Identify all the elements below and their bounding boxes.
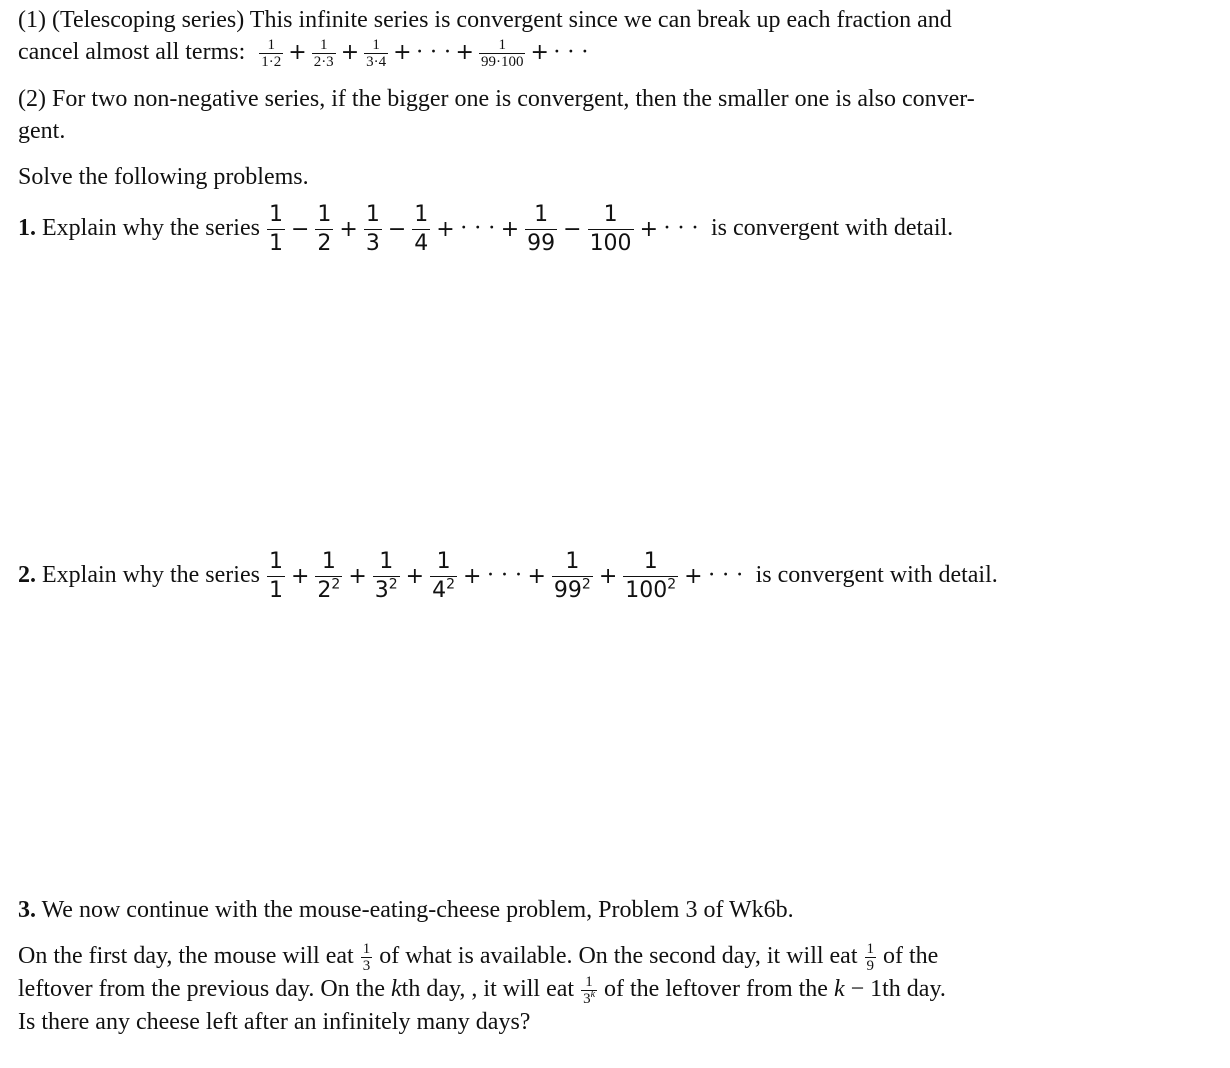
- plus-sign: +: [527, 563, 546, 589]
- series-term: $\frac{1}{2^2}$: [317, 549, 341, 603]
- telescoping-term-2: $\frac{1}{2\cdot 3}$: [313, 36, 334, 70]
- problem-2-tail: is convergent with detail.: [755, 562, 998, 589]
- series-term: $\frac{1}{4}$: [414, 202, 429, 256]
- series-term: $\frac{1}{100}$: [589, 202, 632, 256]
- series-term: $\frac{1}{4^2}$: [432, 549, 456, 603]
- plus-sign: +: [339, 216, 358, 242]
- series-term: $\frac{1}{3}$: [365, 202, 380, 256]
- telescoping-term-last: $\frac{1}{99\cdot 100}$: [480, 36, 524, 70]
- plus-sign: +: [500, 216, 520, 242]
- plus-sign: +: [684, 563, 703, 589]
- plus-sign: +: [530, 40, 549, 66]
- plus-sign: +: [340, 40, 360, 66]
- problem-3-line-2: [18, 973, 1128, 1006]
- series-term: $\frac{1}{2}$: [317, 202, 332, 256]
- problem-1-lead: Explain why the series: [42, 215, 260, 242]
- problem-3-body: [18, 940, 1128, 1038]
- problem-3-text: − 1th day.: [850, 975, 946, 1002]
- ellipsis: · · ·: [552, 39, 589, 65]
- plus-sign: +: [290, 563, 310, 589]
- intro-p1-line-1: [18, 4, 1128, 36]
- intro-p1-text-b: cancel almost all terms:: [18, 39, 246, 65]
- intro-paragraph-2: [18, 83, 1128, 147]
- series-term: $\frac{1}{3^2}$: [374, 549, 398, 603]
- telescoping-term-3: $\frac{1}{3\cdot 4}$: [366, 36, 387, 70]
- intro-p2-line-1: (2) For two non-negative series, if the bigger one is convergent, then the smaller one is also conver-: [18, 86, 975, 112]
- problem-3-line-1: [18, 940, 1128, 973]
- problem-2: [18, 550, 1128, 603]
- problem-1-number: 1.: [18, 215, 36, 242]
- ellipsis: · · ·: [486, 562, 523, 589]
- ellipsis: · · ·: [663, 215, 699, 242]
- problem-2-number: 2.: [18, 562, 36, 589]
- ellipsis: · · ·: [459, 215, 496, 242]
- problem-3-text: leftover from the previous day. On the: [18, 975, 385, 1002]
- series-term: $\frac{1}{1}$: [268, 202, 283, 256]
- plus-sign: +: [393, 40, 412, 66]
- plus-sign: +: [348, 563, 367, 589]
- fraction-one-third: $\frac{1}{3}$: [362, 940, 371, 974]
- series-term: $\frac{1}{1}$: [268, 549, 283, 603]
- intro-p1-label: (1): [18, 7, 46, 33]
- ellipsis: · · ·: [415, 39, 452, 65]
- intro-p1-line-2: [18, 36, 1128, 69]
- variable-k: k: [833, 975, 845, 1002]
- plus-sign: +: [598, 563, 618, 589]
- problem-1: [18, 203, 1128, 256]
- instruction: Solve the following problems.: [18, 164, 309, 190]
- plus-sign: +: [436, 216, 455, 242]
- minus-sign: −: [387, 216, 407, 242]
- minus-sign: −: [563, 216, 582, 242]
- problem-3-text: of what is available. On the second day, it will eat: [379, 943, 858, 969]
- plus-sign: +: [639, 216, 658, 242]
- problem-3-text: of the: [883, 943, 939, 969]
- series-term: $\frac{1}{99^2}$: [553, 549, 591, 603]
- plus-sign: +: [463, 563, 482, 589]
- ellipsis: · · ·: [707, 562, 744, 589]
- plus-sign: +: [288, 40, 307, 66]
- problem-3-intro: [18, 894, 1128, 926]
- problem-3-text: th day, , it will eat: [401, 975, 575, 1002]
- intro-p2-line-2: gent.: [18, 118, 66, 144]
- problem-3-number: 3.: [18, 897, 36, 923]
- problem-3-text: On the first day, the mouse will eat: [18, 943, 354, 969]
- problem-1-tail: is convergent with detail.: [710, 215, 954, 242]
- fraction-one-ninth: $\frac{1}{9}$: [866, 940, 875, 974]
- problem-3-text: of the leftover from the: [604, 975, 828, 1002]
- minus-sign: −: [290, 216, 310, 242]
- intro-p1-text-a: (Telescoping series) This infinite series is convergent since we can break up each fraction and: [51, 7, 952, 33]
- variable-k: k: [391, 975, 402, 1002]
- fraction-one-over-3k: $\frac{1}{3^k}$: [583, 973, 596, 1007]
- intro-paragraph-1: [18, 4, 1128, 69]
- series-term: $\frac{1}{99}$: [527, 202, 556, 256]
- problem-3-line-3: Is there any cheese left after an infinitely many days?: [18, 1008, 531, 1035]
- problem-2-lead: Explain why the series: [42, 562, 260, 589]
- plus-sign: +: [455, 40, 474, 66]
- telescoping-term-1: $\frac{1}{1\cdot 2}$: [261, 36, 282, 70]
- plus-sign: +: [405, 563, 425, 589]
- series-term: $\frac{1}{100^2}$: [625, 549, 677, 603]
- problem-3-intro-text: We now continue with the mouse-eating-cheese problem, Problem 3 of Wk6b.: [41, 897, 794, 923]
